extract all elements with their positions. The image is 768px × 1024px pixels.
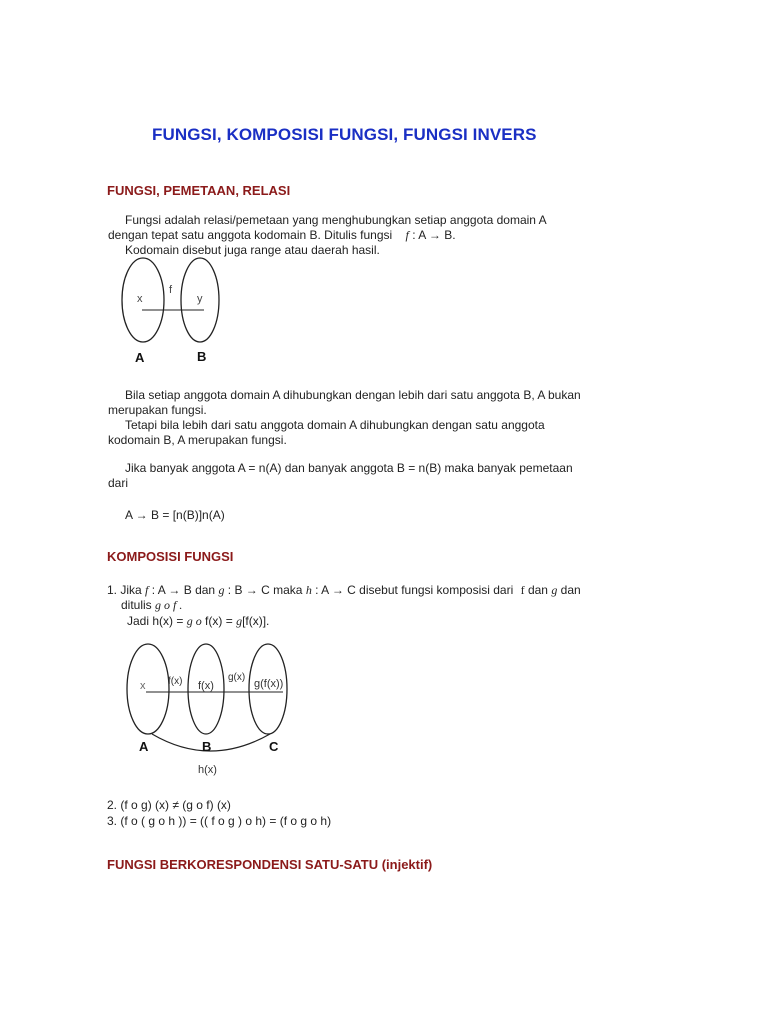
section-heading-komposisi: KOMPOSISI FUNGSI <box>107 549 234 564</box>
paragraph-line <box>108 228 456 243</box>
math-f: f <box>405 228 409 242</box>
set-label-a: A <box>139 739 149 754</box>
text-span: : A → B. <box>412 228 456 242</box>
paragraph-line: kodomain B, A merupakan fungsi. <box>108 433 287 447</box>
math-gof: g o f . <box>155 598 183 612</box>
label-hx: h(x) <box>198 764 217 776</box>
text-span: ditulis <box>121 598 152 612</box>
text-span: dan <box>560 583 581 597</box>
math-g: g <box>218 583 225 597</box>
page-title: FUNGSI, KOMPOSISI FUNGSI, FUNGSI INVERS <box>152 125 537 144</box>
text-span: Jadi h(x) = <box>127 614 184 628</box>
math-g: g <box>236 614 243 628</box>
mapping-diagram-ab <box>110 255 230 370</box>
element-fx: f(x) <box>198 680 214 692</box>
composition-diagram-abc <box>118 640 303 780</box>
set-a-ellipse <box>127 644 169 734</box>
list-item-3: 3. (f o ( g o h )) = (( f o g ) o h) = (f o g o h) <box>107 814 332 828</box>
text-span: 1. Jika <box>107 583 142 597</box>
text-span: : B → C maka <box>227 583 303 597</box>
set-a-ellipse <box>122 258 164 342</box>
list-item-1-line2 <box>121 598 182 613</box>
set-label-c: C <box>269 739 279 754</box>
paragraph-line: Fungsi adalah relasi/pemetaan yang menghubungkan setiap anggota domain A <box>125 213 547 227</box>
section-heading-fungsi: FUNGSI, PEMETAAN, RELASI <box>107 183 291 198</box>
element-y: y <box>197 293 203 305</box>
set-label-a: A <box>135 350 145 365</box>
element-x: x <box>140 680 146 692</box>
math-g-o: g o <box>186 614 202 628</box>
formula-mapping-count: A → B = [n(B)]n(A) <box>125 508 225 522</box>
text-span: f(x) = <box>205 614 233 628</box>
paragraph-line: dari <box>108 476 129 490</box>
math-f: f <box>520 583 525 597</box>
list-item-1 <box>107 583 581 598</box>
arrow-label-gx: g(x) <box>228 672 246 683</box>
text-span: [f(x)]. <box>242 614 270 628</box>
text-span: : A → B dan <box>151 583 216 597</box>
paragraph-line: Tetapi bila lebih dari satu anggota domain A dihubungkan dengan satu anggota <box>125 418 545 432</box>
paragraph-line: Bila setiap anggota domain A dihubungkan dengan lebih dari satu anggota B, A bukan <box>125 388 581 402</box>
text-span: dan <box>527 583 548 597</box>
set-label-b: B <box>202 739 212 754</box>
section-heading-injektif: FUNGSI BERKORESPONDENSI SATU-SATU (injektif) <box>107 857 433 872</box>
text-span: dengan tepat satu anggota kodomain B. Ditulis fungsi <box>108 228 393 242</box>
list-item-2: 2. (f o g) (x) ≠ (g o f) (x) <box>107 798 231 812</box>
arrow-label-fx: f(x) <box>168 676 183 687</box>
list-item-1-line3 <box>127 614 269 629</box>
paragraph-line: Kodomain disebut juga range atau daerah hasil. <box>125 243 380 257</box>
text-span: : A → C disebut fungsi komposisi dari <box>315 583 514 597</box>
math-h: h <box>305 583 312 597</box>
element-gfx: g(f(x)) <box>254 678 284 690</box>
set-label-b: B <box>197 349 207 364</box>
math-g: g <box>551 583 558 597</box>
math-f: f <box>145 583 149 597</box>
paragraph-line: merupakan fungsi. <box>108 403 207 417</box>
element-x: x <box>137 293 143 305</box>
paragraph-line: Jika banyak anggota A = n(A) dan banyak anggota B = n(B) maka banyak pemetaan <box>125 461 573 475</box>
label-f: f <box>169 284 173 296</box>
